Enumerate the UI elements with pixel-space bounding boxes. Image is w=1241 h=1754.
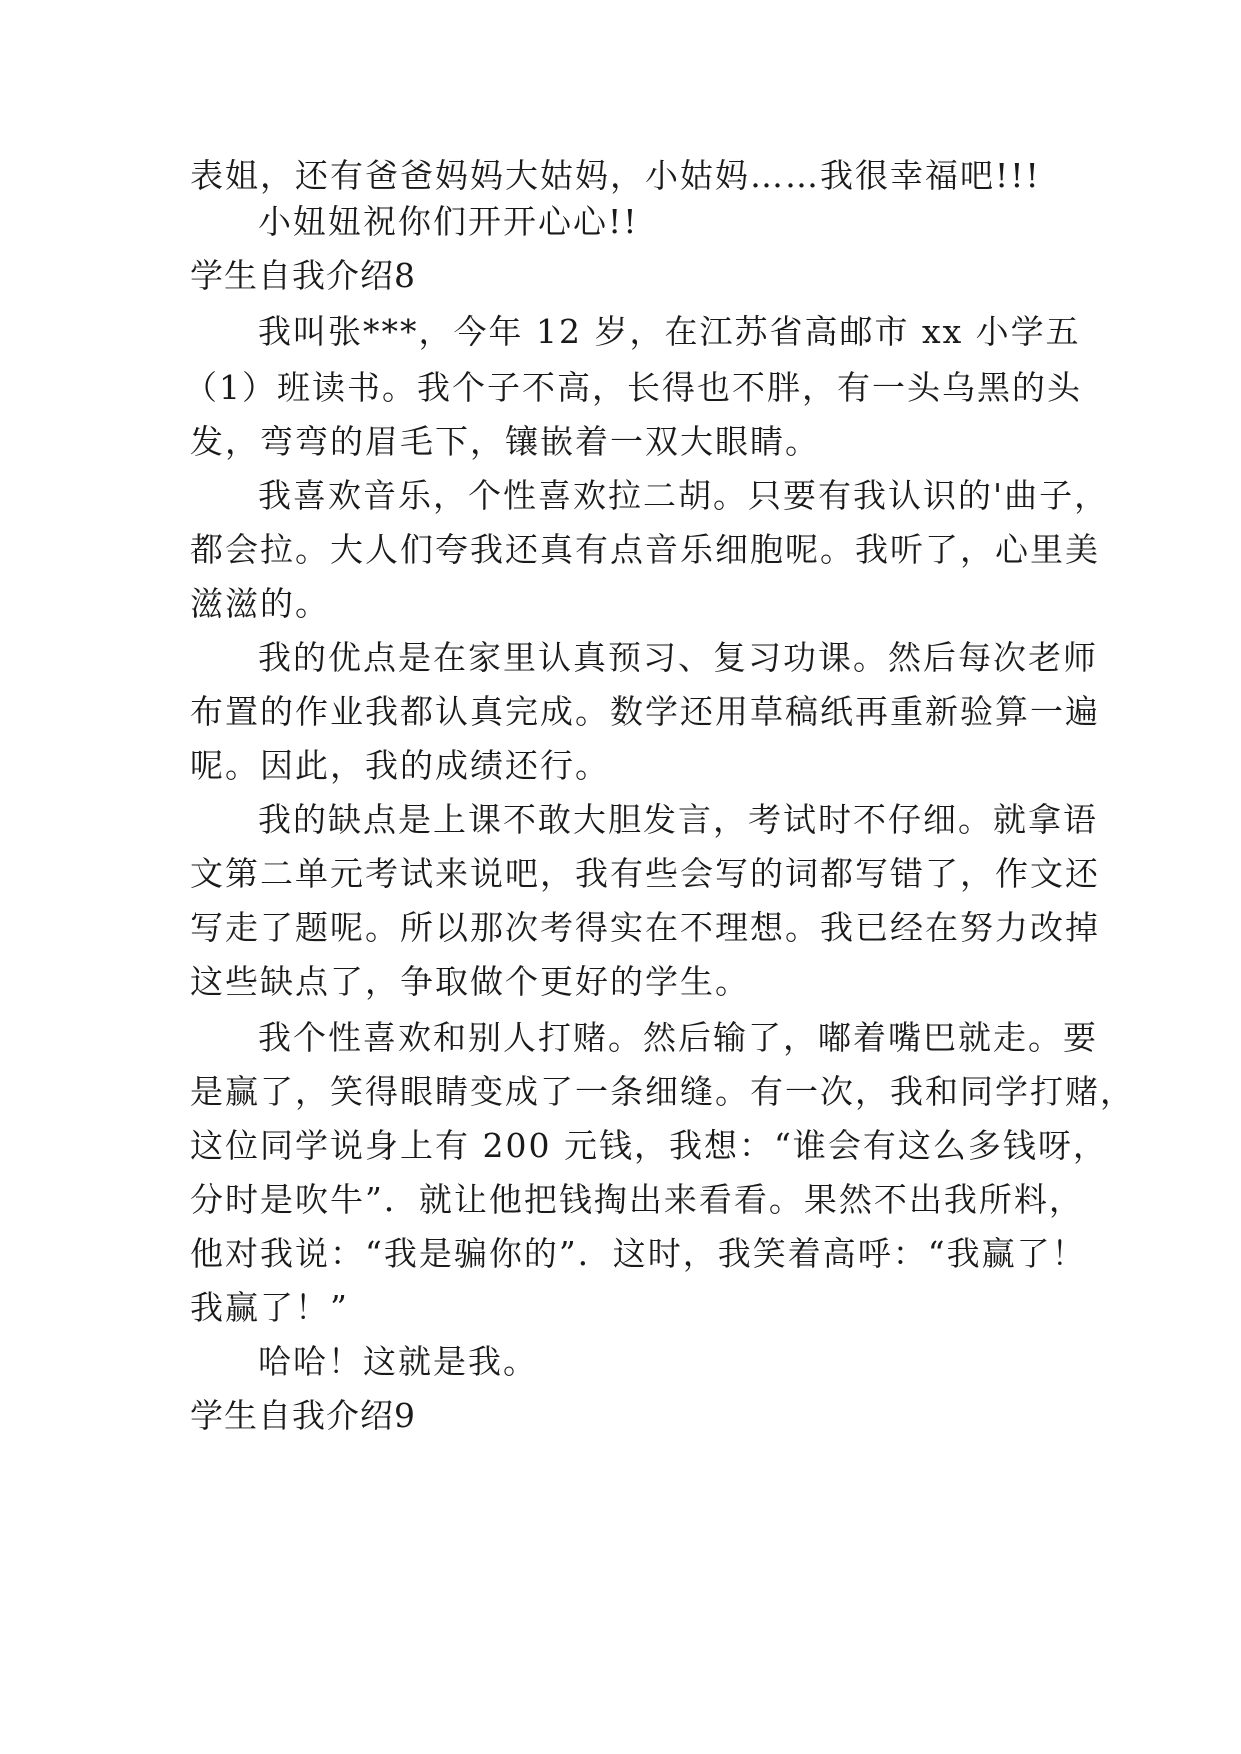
text-line: 是赢了，笑得眼睛变成了一条细缝。有一次，我和同学打赌， [190, 1072, 1135, 1111]
text-line: 我的优点是在家里认真预习、复习功课。然后每次老师 [258, 638, 1098, 677]
text-line: 呢。因此，我的成绩还行。 [190, 746, 610, 785]
text-line: 我叫张***，今年 12 岁，在江苏省高邮市 xx 小学五 [258, 312, 1081, 351]
text-line: 我的缺点是上课不敢大胆发言，考试时不仔细。就拿语 [258, 800, 1098, 839]
text-line: 他对我说：“我是骗你的”．这时，我笑着高呼：“我赢了！ [190, 1234, 1087, 1273]
section-heading: 学生自我介绍9 [190, 1396, 416, 1435]
text-line: 我喜欢音乐，个性喜欢拉二胡。只要有我认识的'曲子， [258, 476, 1110, 515]
text-line: 哈哈！这就是我。 [258, 1342, 538, 1381]
text-line: （1）班读书。我个子不高，长得也不胖，有一头乌黑的头 [184, 368, 1082, 407]
section-heading: 学生自我介绍8 [190, 256, 416, 295]
text-line: 我个性喜欢和别人打赌。然后输了，嘟着嘴巴就走。要 [258, 1018, 1098, 1057]
text-line: 写走了题呢。所以那次考得实在不理想。我已经在努力改掉 [190, 908, 1100, 947]
text-line: 滋滋的。 [190, 584, 330, 623]
text-line: 表姐，还有爸爸妈妈大姑妈，小姑妈……我很幸福吧!!! [190, 156, 1041, 195]
text-line: 这些缺点了，争取做个更好的学生。 [190, 962, 750, 1001]
text-line: 布置的作业我都认真完成。数学还用草稿纸再重新验算一遍 [190, 692, 1100, 731]
text-line: 文第二单元考试来说吧，我有些会写的词都写错了，作文还 [190, 854, 1100, 893]
text-line: 这位同学说身上有 200 元钱，我想：“谁会有这么多钱呀， [190, 1126, 1108, 1165]
text-line: 我赢了！” [190, 1288, 349, 1327]
text-line: 小妞妞祝你们开开心心!! [258, 202, 639, 241]
text-line: 都会拉。大人们夸我还真有点音乐细胞呢。我听了，心里美 [190, 530, 1100, 569]
text-line: 发，弯弯的眉毛下，镶嵌着一双大眼睛。 [190, 422, 820, 461]
text-line: 分时是吹牛”．就让他把钱掏出来看看。果然不出我所料， [190, 1180, 1084, 1219]
